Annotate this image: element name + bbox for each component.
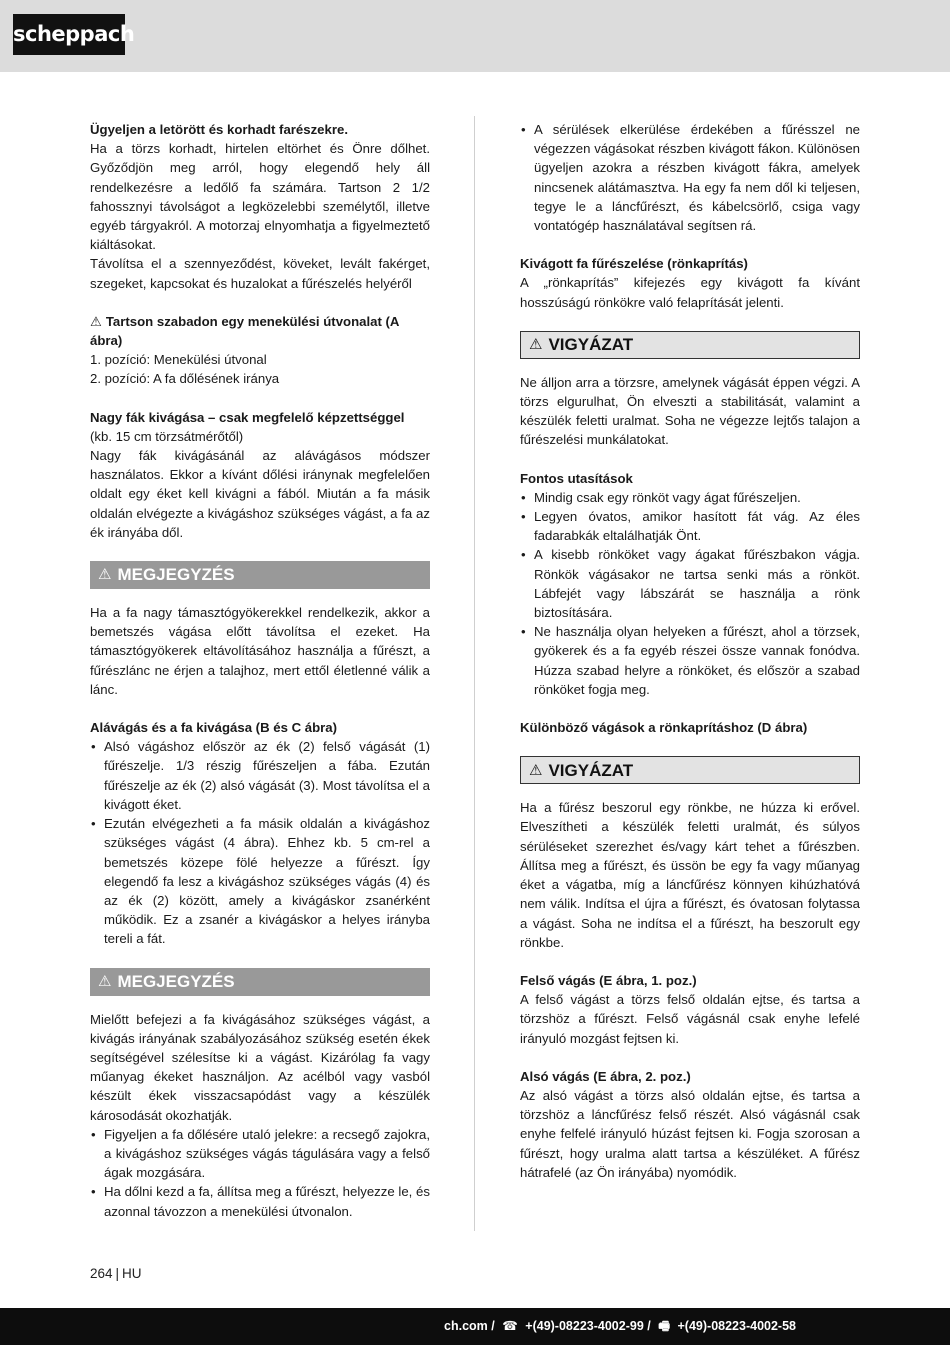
page-footer xyxy=(90,1266,142,1281)
paragraph: Az alsó vágást a törzs alsó oldalán ejtse, és tartsa a törzshöz a láncfűrész felső részét. Alsó vágásnál csak enyhe felfelé irányuló húzást fejtsen ki. Fogja szorosan a fűrészt, hogy uralma alatt tartsa a készüléket. A fűrész hátrafelé (az Ön irányába) nyomódik. xyxy=(520,1087,860,1180)
list-item: • A sérülések elkerülése érdekében a fűrésszel ne végezzen vágásokat részben kivágott fákon. Különösen ügyeljen azokra a részben kivágott fákra, amelyek nincsenek alátámasztva. Ha egy fa nem dől ki teljesen, tegye le a láncfűrészt, és kábelcsörlő, csiga vagy vontatógép használatával segítsen rá. xyxy=(520,120,860,235)
footer-band xyxy=(0,1308,950,1345)
scheppach-logo: scheppach xyxy=(13,14,125,55)
warning-triangle-icon: ⚠ xyxy=(98,972,112,990)
caution-label: VIGYÁZAT xyxy=(548,335,634,355)
caution-banner xyxy=(520,331,860,359)
paragraph: 2. pozíció: A fa dőlésének iránya xyxy=(90,371,280,387)
section-heading xyxy=(90,312,430,350)
footer-separator: | xyxy=(115,1266,120,1281)
bullet-list xyxy=(90,737,430,948)
fax-icon: 🖷 xyxy=(658,1319,671,1333)
paragraph: Távolítsa el a szennyeződést, köveket, levált fakérget, szegeket, kapcsokat és huzalokat a fűrészelés helyéről xyxy=(90,256,430,291)
left-column xyxy=(90,120,430,1221)
section-heading: Ügyeljen a letörött és korhadt farészekre. xyxy=(90,122,348,137)
list-item: • Ezután elvégezheti a fa másik oldalán a kivágáshoz szükséges vágást (4 ábra). Ehhez kb. 5 cm-rel a bemetszés közepe fölé helyezze a fűrészt. Így elegendő fa lesz a kivágáshoz szükséges vágás (4) és az ék (2) között, amely a kivágáskor zsanérként működik. Ez a zsanér a kivágáskor a helyes irányba tereli a fát. xyxy=(90,814,430,948)
section-heading: Alsó vágás (E ábra, 2. poz.) xyxy=(520,1068,691,1084)
bullet-list xyxy=(520,120,860,235)
section-heading: Kivágott fa fűrészelése (rönkaprítás) xyxy=(520,256,748,272)
warning-triangle-icon: ⚠ xyxy=(98,566,112,584)
contact-line xyxy=(444,1317,796,1338)
section-heading: Alávágás és a fa kivágása (B és C ábra) xyxy=(90,720,338,736)
language-code: HU xyxy=(122,1266,142,1281)
note-banner xyxy=(90,561,430,589)
section-heading-text: Nagy fák kivágása – csak megfelelő képzettséggel xyxy=(90,409,405,425)
caution-label: VIGYÁZAT xyxy=(548,760,634,780)
paragraph: Mielőtt befejezi a fa kivágásához szükséges vágást, a kivágás irányának szabályozásához szükség esetén ékek segítségével szélesítse ki a vágást. Kizárólag fa vagy műanyag ékeket használjon. Az acélból vagy vasból készült ékek visszacsapódást vagy a készülék károsodását okozhatják. xyxy=(90,1011,430,1123)
note-banner xyxy=(90,968,430,996)
list-item: • A kisebb rönköket vagy ágakat fűrészbakon vágja. Rönkök vágásakor ne tartsa senki más a rönköt. Lábfejét vagy lábszárát se használja a rönk biztosítására. xyxy=(520,545,860,622)
bullet-list xyxy=(520,488,860,699)
section-heading: Különböző vágások a rönkaprításhoz (D ábra) xyxy=(520,720,808,736)
paragraph: Ha a fa nagy támasztógyökerekkel rendelkezik, akkor a bemetszés vágása előtt távolítsa el ezeket. Ha támasztógyökerek eltávolításához használja a fűrészt, a fűrészlánc ne érjen a talajhoz, mert ettől életlenné válik a lánc. xyxy=(90,605,430,697)
list-item: • Legyen óvatos, amikor hasított fát vág. Az éles fadarabkák eltalálhatják Önt. xyxy=(520,507,860,545)
phone-icon: ☎ xyxy=(502,1319,518,1333)
list-item: • Ne használja olyan helyeken a fűrészt, ahol a törzsek, gyökerek és a fa egyéb részei össze vannak fonódva. Húzza szabad helyre a rönköket, és először a szabad rönköket fogja meg. xyxy=(520,622,860,699)
warning-triangle-icon: ⚠ xyxy=(90,313,102,329)
contact-fax: +(49)-08223-4002-58 xyxy=(677,1319,796,1333)
list-item: • Mindig csak egy rönköt vagy ágat fűrészeljen. xyxy=(520,488,860,507)
paragraph: 1. pozíció: Menekülési útvonal xyxy=(90,352,267,368)
list-item: • Figyeljen a fa dőlésére utaló jelekre: a recsegő zajokra, a kivágáshoz szükséges vágás tágulására vagy a felső ágak mozgására. xyxy=(90,1125,430,1183)
warning-triangle-icon: ⚠ xyxy=(529,761,543,779)
paragraph: Ne álljon arra a törzsre, amelynek vágását éppen végzi. A törzs elgurulhat, Ön elveszti a stabilitását, valamint a készülék feletti uralmat. Soha ne végezze lejtős talajon a fűrészelési munkálatokat. xyxy=(520,374,860,448)
list-item: • Alsó vágáshoz először az ék (2) felső vágását (1) fűrészelje. 1/3 részig fűrészeljen a fába. Ezután fűrészelje az ék (2) alsó vágását (3). Most távolítsa el a kivágott éket. xyxy=(90,737,430,814)
section-heading xyxy=(90,408,430,446)
paragraph: Ha a törzs korhadt, hirtelen eltörhet és Önre dőlhet. Győződjön meg arról, hogy elegendő hely áll rendelkezésre a ledőlő fa számára. Tartson 2 1/2 fahossznyi távolságot a legközelebbi személytől, illetve egyéb tárgyakról. A motorzaj elnyomhatja a figyelmeztető kiáltásokat. xyxy=(90,141,430,253)
paragraph: Ha a fűrész beszorul egy rönkbe, ne húzza ki erővel. Elveszítheti a készülék feletti uralmát, és súlyos sérüléseket szerezhet és/vagy kárt tehet a fűrészben. Állítsa meg a fűrészt, és üssön be egy fa vagy műanyag éket a vágatba, míg a láncfűrész könnyen kihúzhatóvá nem válik. Indítsa el újra a fűrészt, és óvatosan folytassa a vágást. Soha ne indítsa el a fűrészt, ha beszorult egy rönkbe. xyxy=(520,800,860,950)
paragraph: A felső vágást a törzs felső oldalán ejtse, és tartsa a törzshöz a fűrészt. Felső vágásnál csak enyhe lefelé irányuló mozgást fejtsen ki. xyxy=(520,992,860,1046)
right-column xyxy=(520,120,860,1182)
note-label: MEGJEGYZÉS xyxy=(117,971,235,991)
note-label: MEGJEGYZÉS xyxy=(117,565,235,585)
column-divider xyxy=(474,116,475,1231)
section-heading: Felső vágás (E ábra, 1. poz.) xyxy=(520,972,697,988)
page-number: 264 xyxy=(90,1266,113,1281)
section-heading: Fontos utasítások xyxy=(520,470,633,486)
list-item: • Ha dőlni kezd a fa, állítsa meg a fűrészt, helyezze le, és azonnal távozzon a menekülési útvonalon. xyxy=(90,1182,430,1220)
contact-phone: +(49)-08223-4002-99 / xyxy=(525,1319,651,1333)
section-heading-text: Tartson szabadon egy menekülési útvonalat (A ábra) xyxy=(90,313,399,349)
contact-email: ch.com / xyxy=(444,1319,495,1333)
section-heading-suffix: (kb. 15 cm törzsátmérőtől) xyxy=(90,428,244,444)
caution-banner xyxy=(520,756,860,784)
header-band xyxy=(0,0,950,72)
paragraph: A „rönkaprítás” kifejezés egy kivágott fa kívánt hosszúságú rönkökre való felaprítását jelenti. xyxy=(520,275,860,310)
paragraph: Nagy fák kivágásánál az alávágásos módszer használatos. Ekkor a kívánt dőlési iránynak megfelelően oldalt egy éket kell kivágni a fából. Miután a fa másik oldalán elvégezte a kivágáshoz szükséges vágást, a fa az ék irányába dől. xyxy=(90,448,430,540)
bullet-list xyxy=(90,1125,430,1221)
warning-triangle-icon: ⚠ xyxy=(529,336,543,354)
